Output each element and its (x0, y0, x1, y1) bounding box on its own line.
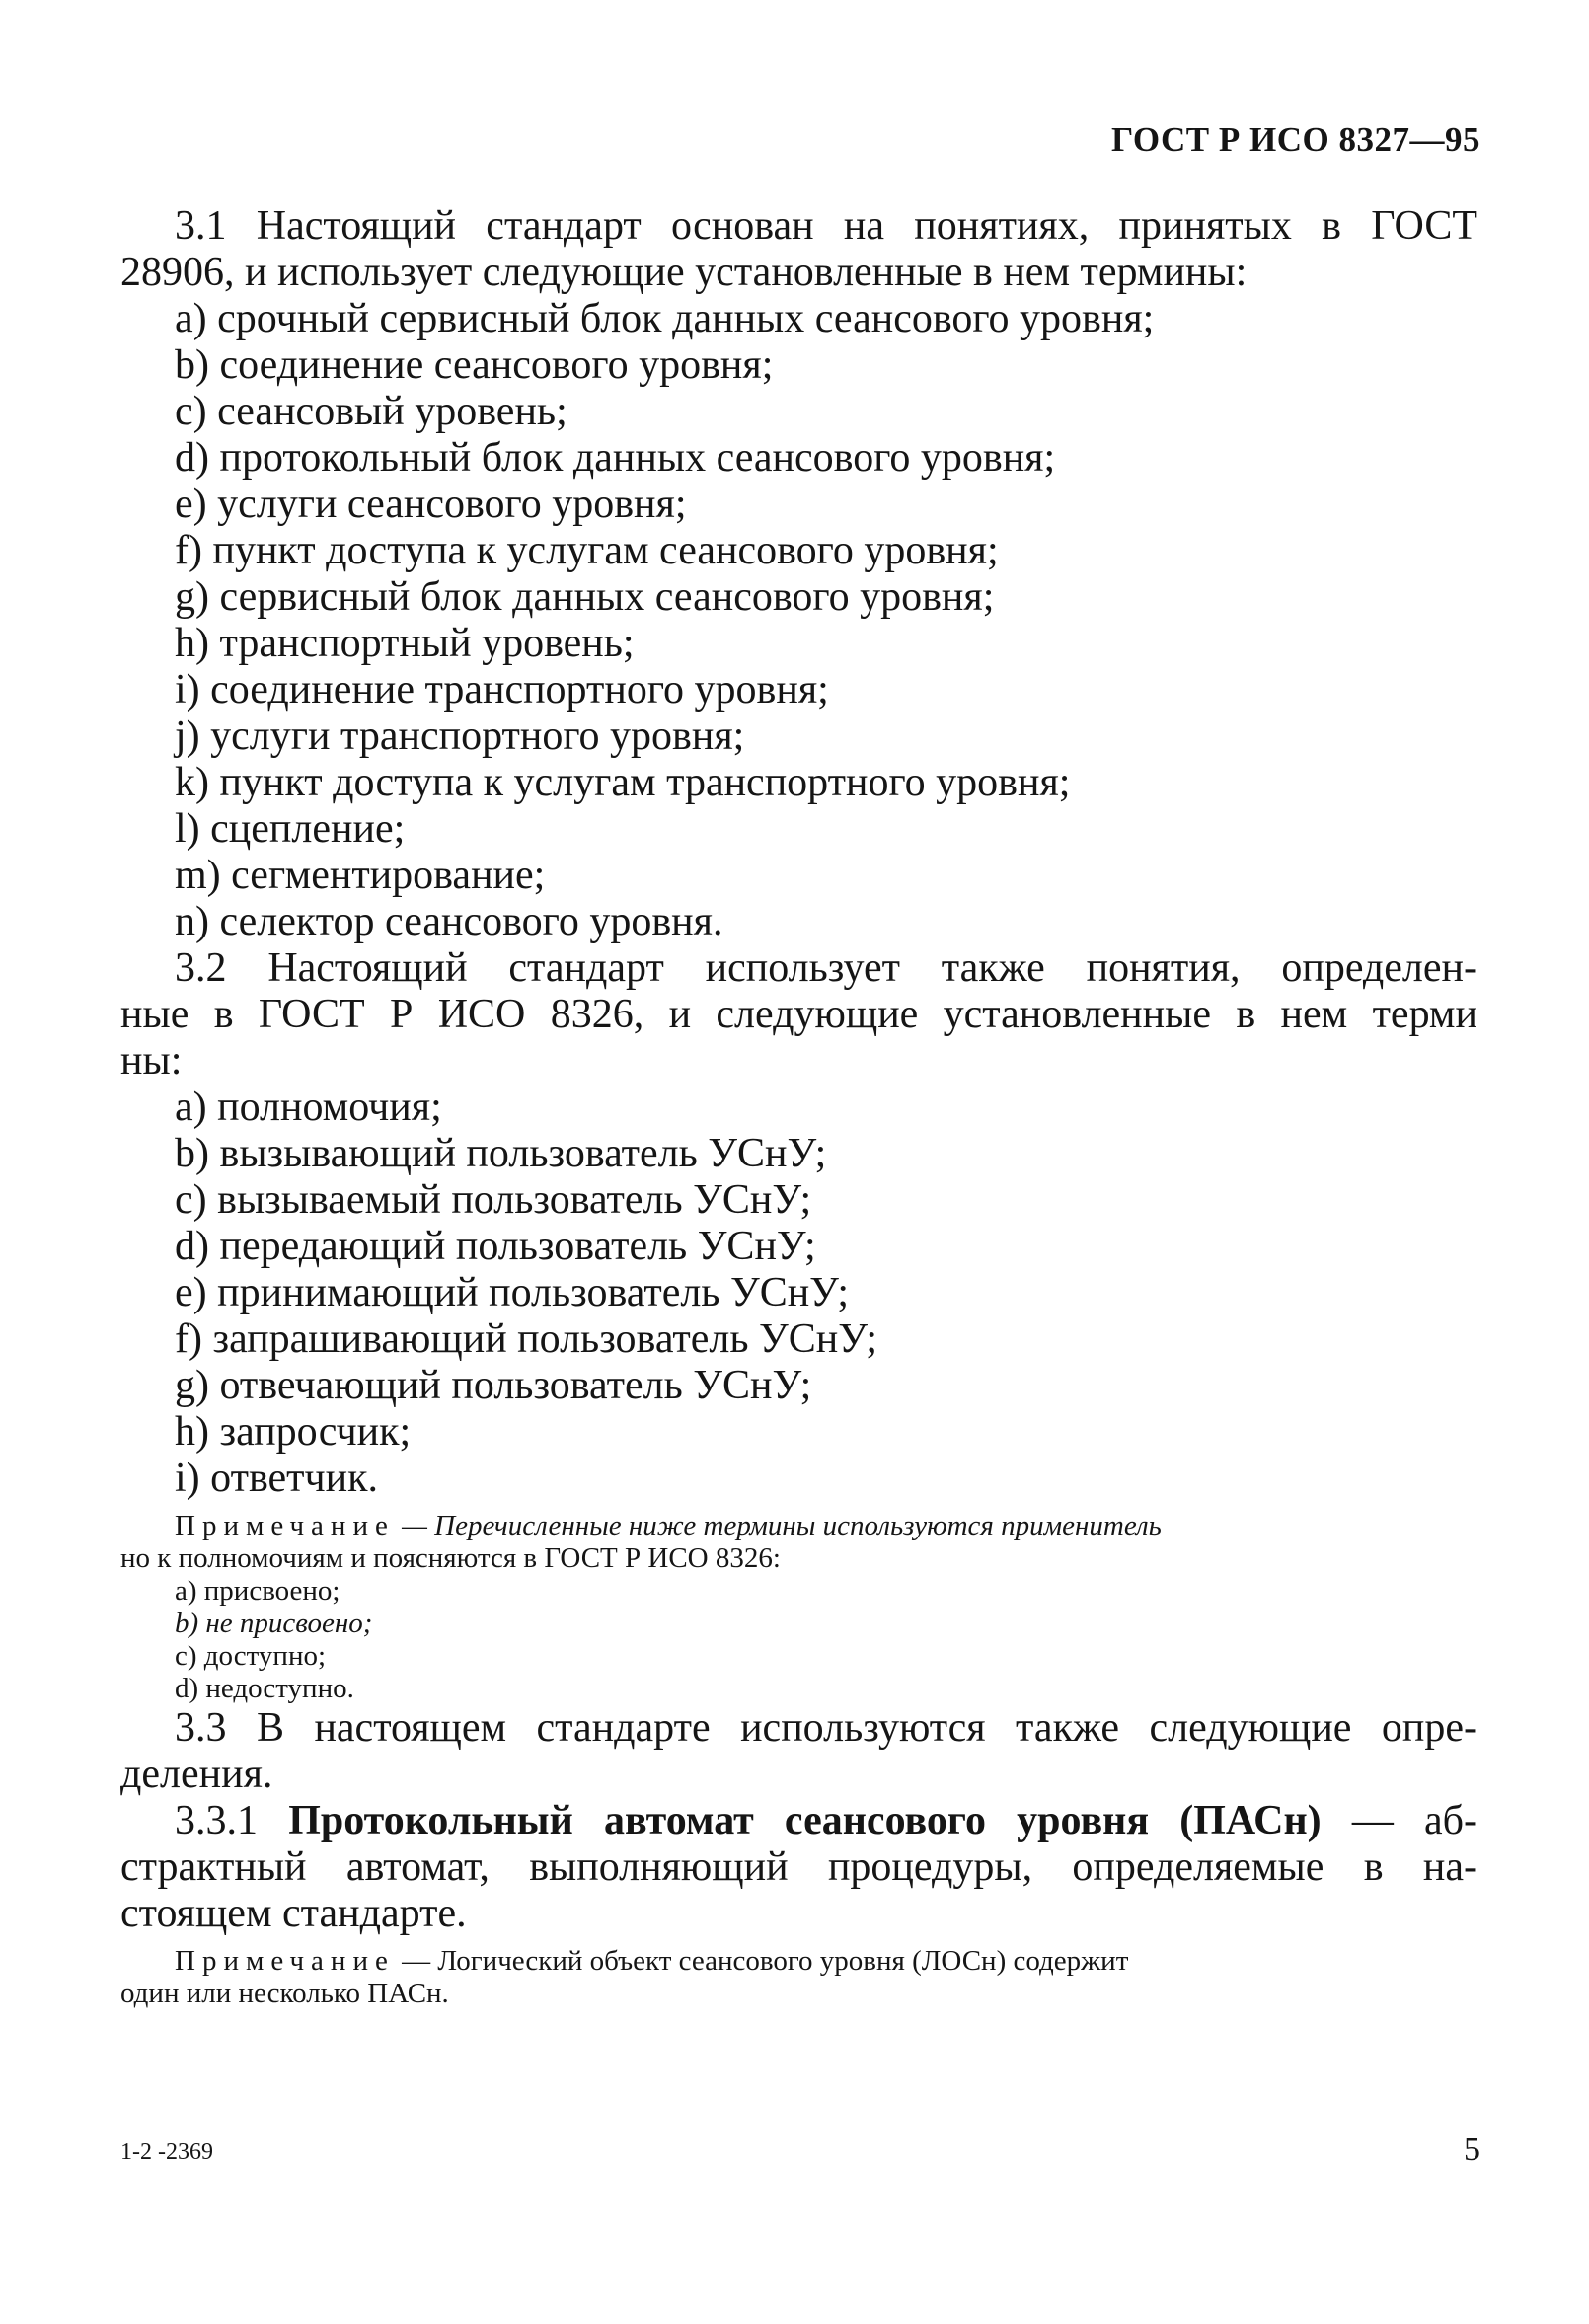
section-3-2-item-c: c) вызываемый пользователь УСнУ; (175, 1177, 812, 1223)
section-3-3-line-2: деления. (120, 1752, 273, 1797)
section-3-1-intro-line-1: 3.1 Настоящий стандарт основан на понятиях, принятых в ГОСТ (175, 203, 1477, 249)
section-3-3-1-term: Протокольный автомат сеансового уровня (ПАСн) (288, 1798, 1322, 1843)
section-3-3-1-note-line-1 (120, 1945, 1477, 1978)
section-3-3-line-1: 3.3 В настоящем стандарте используются также следующие опре- (175, 1705, 1477, 1751)
section-3-3-1-note-line-2: один или несколько ПАСн. (120, 1978, 449, 2009)
note-item-c: c) доступно; (175, 1640, 327, 1672)
section-3-2-intro-line-2: ные в ГОСТ Р ИСО 8326, и следующие установленные в нем терми (120, 992, 1477, 1037)
section-3-1-intro-line-2: 28906, и использует следующие установленные в нем термины: (120, 250, 1248, 295)
section-3-1-item-g: g) сервисный блок данных сеансового уровня; (175, 574, 995, 620)
section-3-1-item-n: n) селектор сеансового уровня. (175, 899, 723, 944)
note-text: — Логический объект сеансового уровня (ЛОСн) содержит (394, 1945, 1129, 1977)
section-3-1-item-b: b) соединение сеансового уровня; (175, 342, 774, 388)
section-3-1-item-f: f) пункт доступа к услугам сеансового уровня; (175, 528, 999, 573)
section-3-1-item-h: h) транспортный уровень; (175, 621, 635, 666)
section-3-2-item-i: i) ответчик. (175, 1456, 379, 1501)
section-3-2-intro-line-3: ны: (120, 1038, 183, 1084)
section-3-3-1-line-3: стоящем стандарте. (120, 1891, 467, 1936)
page-number: 5 (1464, 2132, 1480, 2168)
section-3-1-item-d: d) протокольный блок данных сеансового уровня; (175, 435, 1056, 481)
section-3-1-item-j: j) услуги транспортного уровня; (175, 713, 745, 759)
page-header-standard: ГОСТ Р ИСО 8327—95 (1110, 120, 1480, 159)
section-3-1-item-i: i) соединение транспортного уровня; (175, 667, 829, 712)
section-3-2-item-f: f) запрашивающий пользователь УСнУ; (175, 1316, 878, 1362)
note-lead-label: Примечание (175, 1510, 395, 1541)
note-item-d: d) недоступно. (175, 1673, 354, 1704)
footer-print-code: 1-2 -2369 (120, 2139, 213, 2165)
note-item-a: a) присвоено; (175, 1575, 340, 1607)
section-3-2-note-line-2: но к полномочиям и поясняются в ГОСТ Р ИСО 8326: (120, 1542, 781, 1574)
section-3-1-item-k: k) пункт доступа к услугам транспортного уровня; (175, 760, 1071, 805)
note-item-b: b) не присвоено; (175, 1608, 373, 1639)
section-3-1-item-e: e) услуги сеансового уровня; (175, 482, 687, 527)
section-3-2-item-a: a) полномочия; (175, 1085, 442, 1130)
note-text: — Перечисленные ниже термины используются применитель (394, 1510, 1162, 1541)
section-3-2-intro-line-1: 3.2 Настоящий стандарт использует также понятия, определен- (175, 945, 1477, 991)
note-lead-label: Примечание (175, 1945, 395, 1977)
section-3-1-item-m: m) сегментирование; (175, 853, 546, 898)
document-body (120, 203, 1477, 2010)
section-3-1-item-l: l) сцепление; (175, 806, 406, 852)
section-3-2-item-h: h) запросчик; (175, 1409, 412, 1455)
section-3-2-item-g: g) отвечающий пользователь УСнУ; (175, 1363, 812, 1408)
section-3-3-1-def-start: — аб- (1321, 1798, 1477, 1843)
section-3-1-item-a: a) срочный сервисный блок данных сеансового уровня; (175, 296, 1155, 341)
section-3-1-item-c: c) сеансовый уровень; (175, 389, 568, 434)
section-3-3-1-line-2: страктный автомат, выполняющий процедуры, определяемые в на- (120, 1844, 1477, 1890)
section-3-3-1-line-1 (120, 1798, 1477, 1844)
section-3-3-1-number: 3.3.1 (175, 1798, 289, 1843)
section-3-2-item-e: e) принимающий пользователь УСнУ; (175, 1270, 849, 1315)
section-3-2-item-d: d) передающий пользователь УСнУ; (175, 1224, 816, 1269)
section-3-2-note-line-1 (120, 1510, 1477, 1542)
section-3-2-item-b: b) вызывающий пользователь УСнУ; (175, 1131, 827, 1176)
